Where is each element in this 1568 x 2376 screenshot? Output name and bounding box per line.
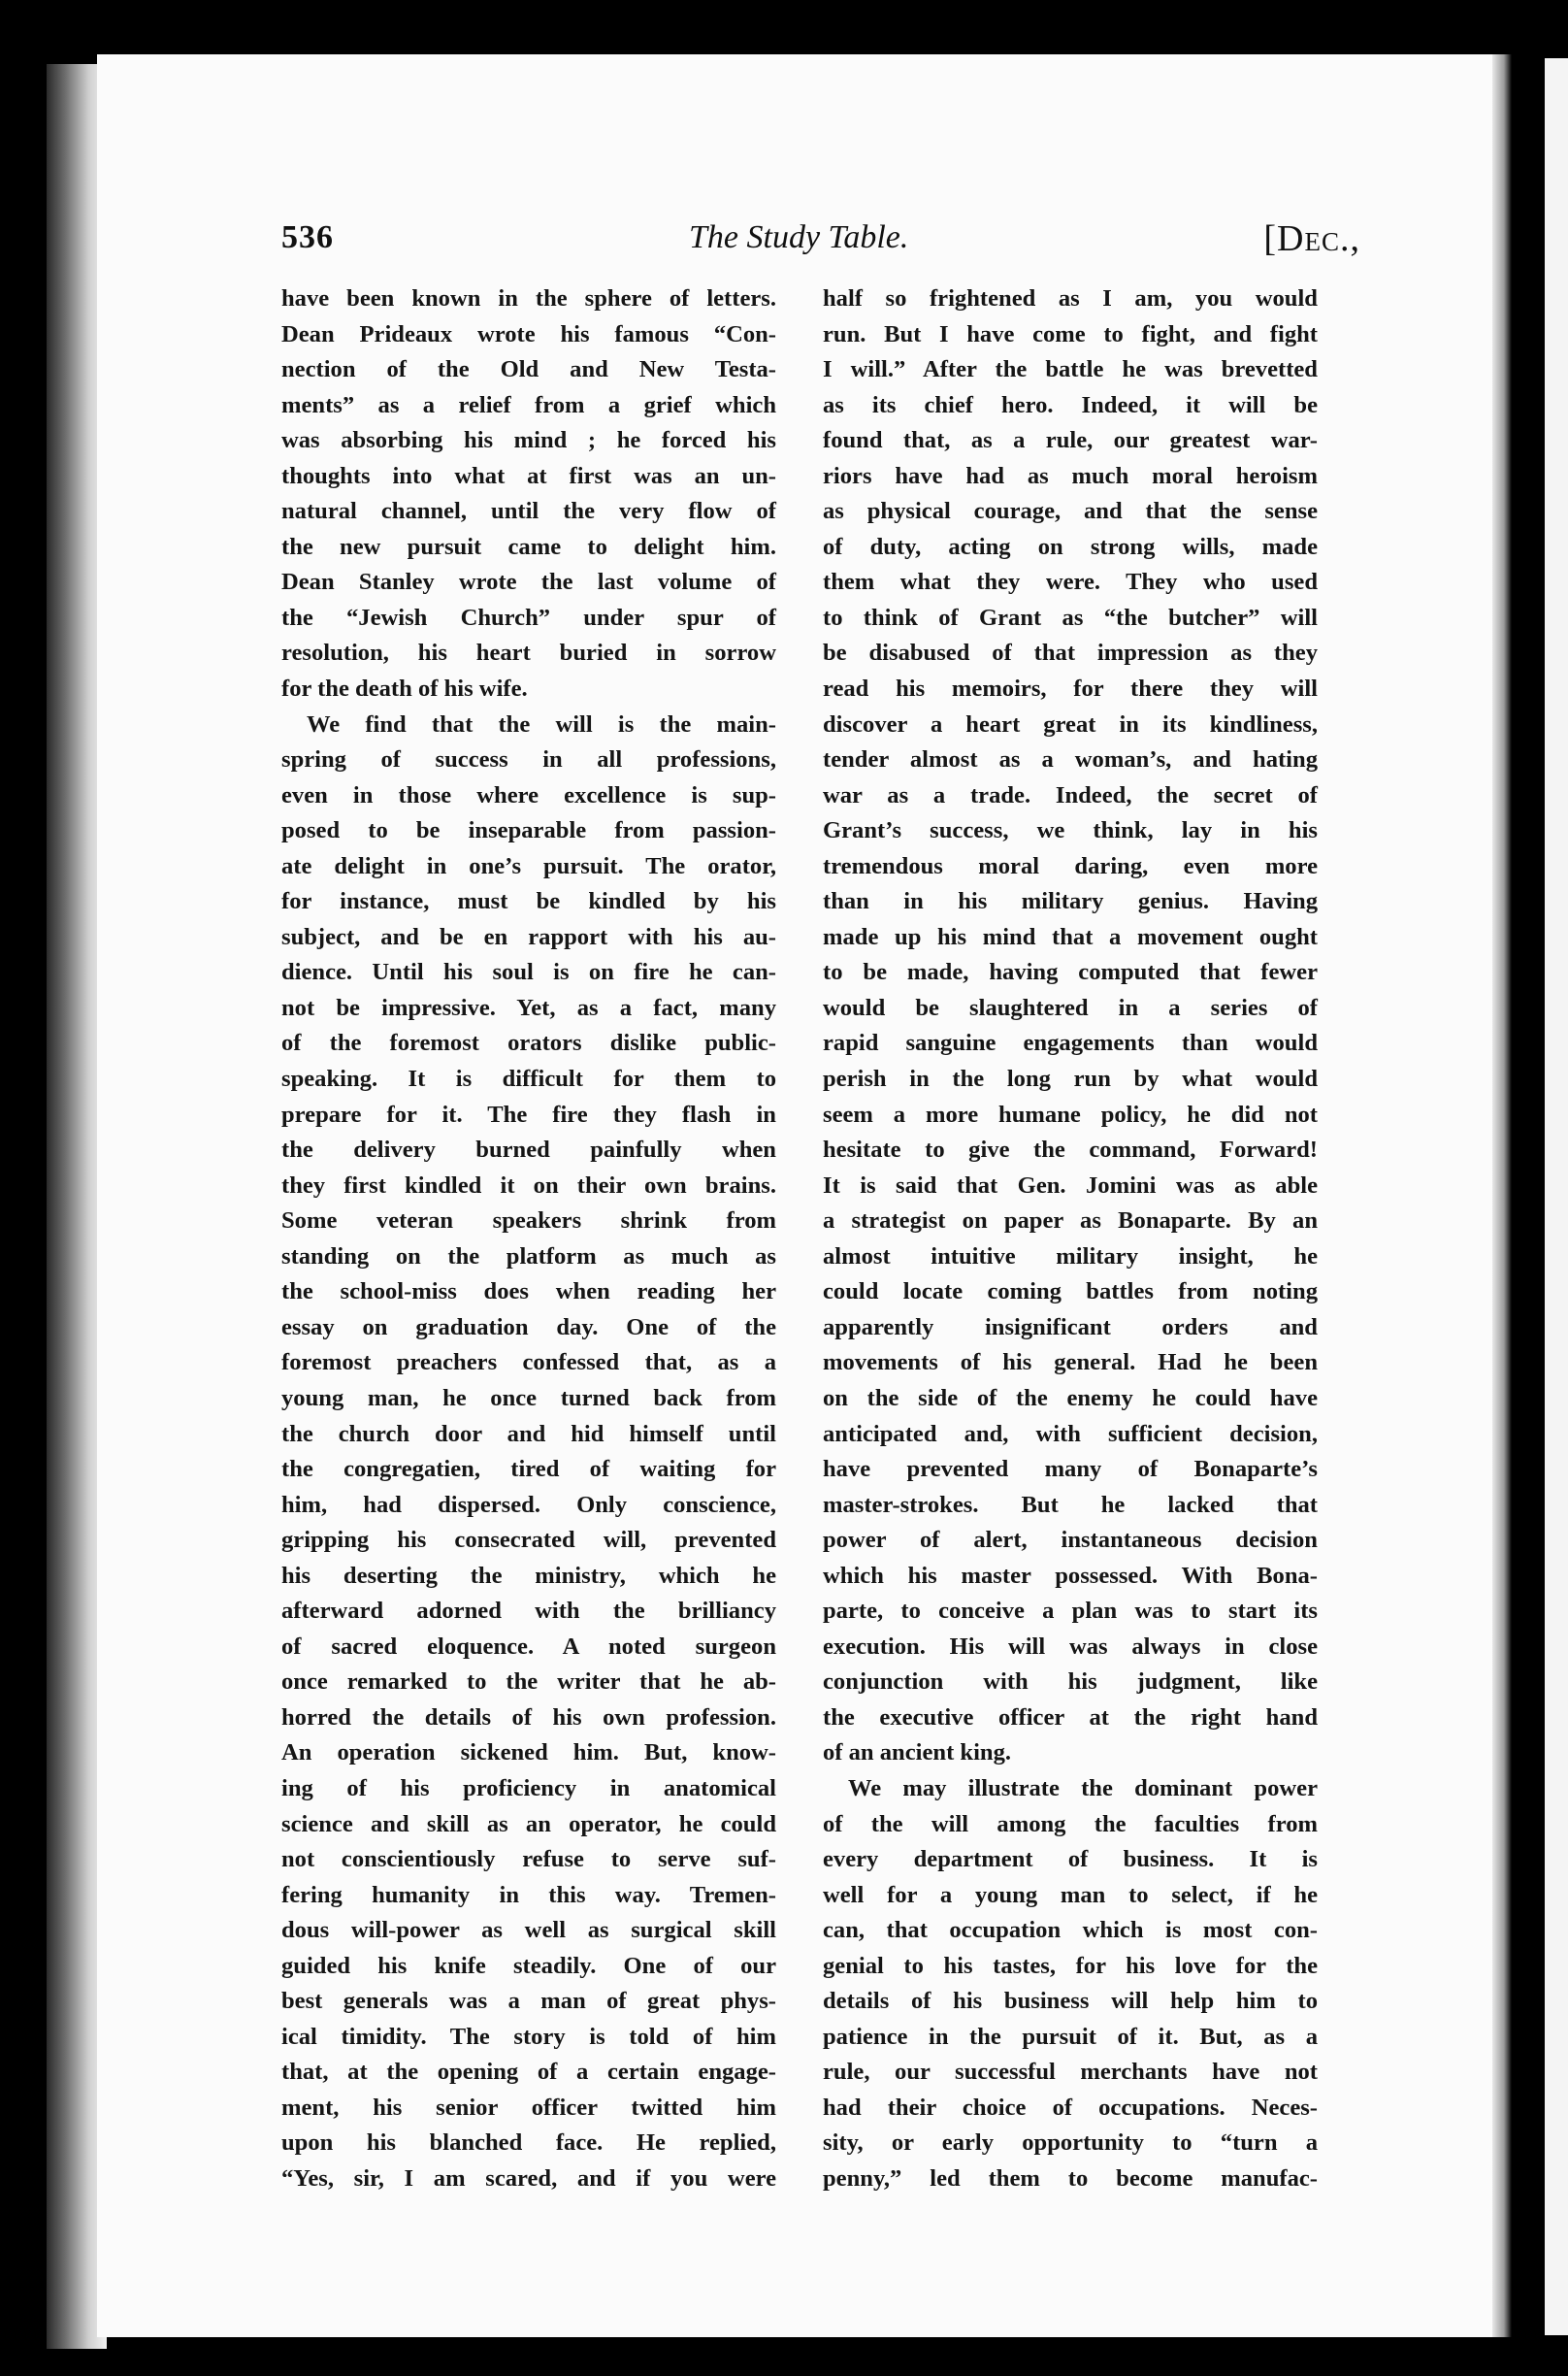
facing-page-sliver [1545,58,1568,2335]
text-line: them what they were. They who used [823,569,1318,596]
text-line: his deserting the ministry, which he [281,1562,776,1589]
text-line: have been known in the sphere of letters. [281,285,776,312]
text-line: Dean Prideaux wrote his famous “Con- [281,320,776,347]
text-line: execution. His will was always in close [823,1633,1318,1660]
text-line: to be made, having computed that fewer [823,959,1318,986]
text-line: not conscientiously refuse to serve suf- [281,1846,776,1873]
text-line: hesitate to give the command, Forward! [823,1137,1318,1164]
text-line: as physical courage, and that the sense [823,498,1318,525]
text-line: of the foremost orators dislike public- [281,1030,776,1057]
text-line: every department of business. It is [823,1846,1318,1873]
text-line: power of alert, instantaneous decision [823,1527,1318,1554]
text-line: the executive officer at the right hand [823,1703,1318,1731]
text-line: essay on graduation day. One of the [281,1313,776,1340]
text-line: war as a trade. Indeed, the secret of [823,781,1318,808]
text-line: movements of his general. Had he been [823,1349,1318,1376]
text-line: found that, as a rule, our greatest war- [823,427,1318,454]
text-line: We may illustrate the dominant power [848,1774,1318,1801]
text-line: the congregatien, tired of waiting for [281,1456,776,1483]
text-line: details of his business will help him to [823,1988,1318,2015]
text-line: Dean Stanley wrote the last volume of [281,569,776,596]
text-line: read his memoirs, for there they will [823,676,1318,703]
text-line: apparently insignificant orders and [823,1313,1318,1340]
text-line: rapid sanguine engagements than would [823,1030,1318,1057]
text-line: standing on the platform as much as [281,1242,776,1270]
text-column-left [281,281,776,2197]
text-line: ing of his proficiency in anatomical [281,1774,776,1801]
text-line: “Yes, sir, I am scared, and if you were [281,2164,776,2192]
text-line: gripping his consecrated will, prevented [281,1527,776,1554]
text-line: they first kindled it on their own brains. [281,1172,776,1199]
text-line: I will.” After the battle he was brevetted [823,356,1318,383]
text-line: It is said that Gen. Jomini was as able [823,1172,1318,1199]
text-line: had their choice of occupations. Neces- [823,2094,1318,2121]
header-month: [Dec., [1263,218,1360,259]
text-line: guided his knife steadily. One of our [281,1952,776,1979]
text-line: run. But I have come to fight, and fight [823,320,1318,347]
text-line: prepare for it. The fire they flash in [281,1101,776,1128]
text-line: for instance, must be kindled by his [281,888,776,915]
text-line: half so frightened as I am, you would [823,285,1318,312]
text-line: genial to his tastes, for his love for the [823,1952,1318,1979]
text-line: ment, his senior officer twitted him [281,2094,776,2121]
text-line: could locate coming battles from noting [823,1278,1318,1305]
text-line: well for a young man to select, if he [823,1881,1318,1908]
text-line: afterward adorned with the brilliancy [281,1598,776,1625]
text-line: the church door and hid himself until [281,1420,776,1447]
text-line: can, that occupation which is most con- [823,1917,1318,1944]
text-line: that, at the opening of a certain engage- [281,2059,776,2086]
text-line: once remarked to the writer that he ab- [281,1668,776,1696]
text-line: even in those where excellence is sup- [281,781,776,808]
text-line: dous will-power as well as surgical skill [281,1917,776,1944]
text-line: be disabused of that impression as they [823,640,1318,667]
text-line: the “Jewish Church” under spur of [281,604,776,631]
text-line: posed to be inseparable from passion- [281,817,776,844]
text-line: seem a more humane policy, he did not [823,1101,1318,1128]
text-line: nection of the Old and New Testa- [281,356,776,383]
text-line: of sacred eloquence. A noted surgeon [281,1633,776,1660]
text-line: We find that the will is the main- [307,710,776,738]
text-line: for the death of his wife. [281,676,528,703]
text-line: ments” as a relief from a grief which [281,391,776,418]
text-line: Grant’s success, we think, lay in his [823,817,1318,844]
text-line: perish in the long run by what would [823,1066,1318,1093]
text-line: tremendous moral daring, even more [823,852,1318,879]
text-line: tender almost as a woman’s, and hating [823,746,1318,774]
text-line: ate delight in one’s pursuit. The orator, [281,852,776,879]
text-line: horred the details of his own profession. [281,1703,776,1731]
text-line: master-strokes. But he lacked that [823,1491,1318,1518]
text-line: thoughts into what at first was an un- [281,462,776,489]
text-line: penny,” led them to become manufac- [823,2164,1318,2192]
running-title: The Study Table. [689,219,909,255]
text-line: which his master possessed. With Bona- [823,1562,1318,1589]
text-line: a strategist on paper as Bonaparte. By an [823,1207,1318,1235]
text-line: upon his blanched face. He replied, [281,2129,776,2157]
text-line: of an ancient king. [823,1739,1012,1766]
text-line: young man, he once turned back from [281,1384,776,1411]
text-line: the new pursuit came to delight him. [281,533,776,560]
text-line: to think of Grant as “the butcher” will [823,604,1318,631]
text-line: parte, to conceive a plan was to start its [823,1598,1318,1625]
text-line: resolution, his heart buried in sorrow [281,640,776,667]
text-line: discover a heart great in its kindliness, [823,710,1318,738]
text-line: sity, or early opportunity to “turn a [823,2129,1318,2157]
text-line: as its chief hero. Indeed, it will be [823,391,1318,418]
text-line: foremost preachers confessed that, as a [281,1349,776,1376]
text-line: spring of success in all professions, [281,746,776,774]
text-line: on the side of the enemy he could have [823,1384,1318,1411]
text-line: was absorbing his mind ; he forced his [281,427,776,454]
text-line: science and skill as an operator, he could [281,1810,776,1837]
text-line: fering humanity in this way. Tremen- [281,1881,776,1908]
text-line: of duty, acting on strong wills, made [823,533,1318,560]
text-line: patience in the pursuit of it. But, as a [823,2023,1318,2050]
text-column-right [823,281,1318,2197]
text-line: not be impressive. Yet, as a fact, many [281,994,776,1021]
text-line: the school-miss does when reading her [281,1278,776,1305]
text-line: rule, our successful merchants have not [823,2059,1318,2086]
text-line: speaking. It is difficult for them to [281,1066,776,1093]
text-line: best generals was a man of great phys- [281,1988,776,2015]
text-line: subject, and be en rapport with his au- [281,923,776,950]
text-line: natural channel, until the very flow of [281,498,776,525]
text-line: anticipated and, with sufficient decision, [823,1420,1318,1447]
text-line: would be slaughtered in a series of [823,994,1318,1021]
text-line: Some veteran speakers shrink from [281,1207,776,1235]
text-line: dience. Until his soul is on fire he can- [281,959,776,986]
text-line: ical timidity. The story is told of him [281,2023,776,2050]
text-line: than in his military genius. Having [823,888,1318,915]
page-right-edge-shadow [1492,54,1512,2337]
text-line: conjunction with his judgment, like [823,1668,1318,1696]
text-line: the delivery burned painfully when [281,1137,776,1164]
text-line: him, had dispersed. Only conscience, [281,1491,776,1518]
text-line: riors have had as much moral heroism [823,462,1318,489]
text-line: have prevented many of Bonaparte’s [823,1456,1318,1483]
text-line: of the will among the faculties from [823,1810,1318,1837]
text-line: almost intuitive military insight, he [823,1242,1318,1270]
page-number: 536 [281,219,334,255]
running-header [281,215,1360,266]
text-line: made up his mind that a movement ought [823,923,1318,950]
text-line: An operation sickened him. But, know- [281,1739,776,1766]
